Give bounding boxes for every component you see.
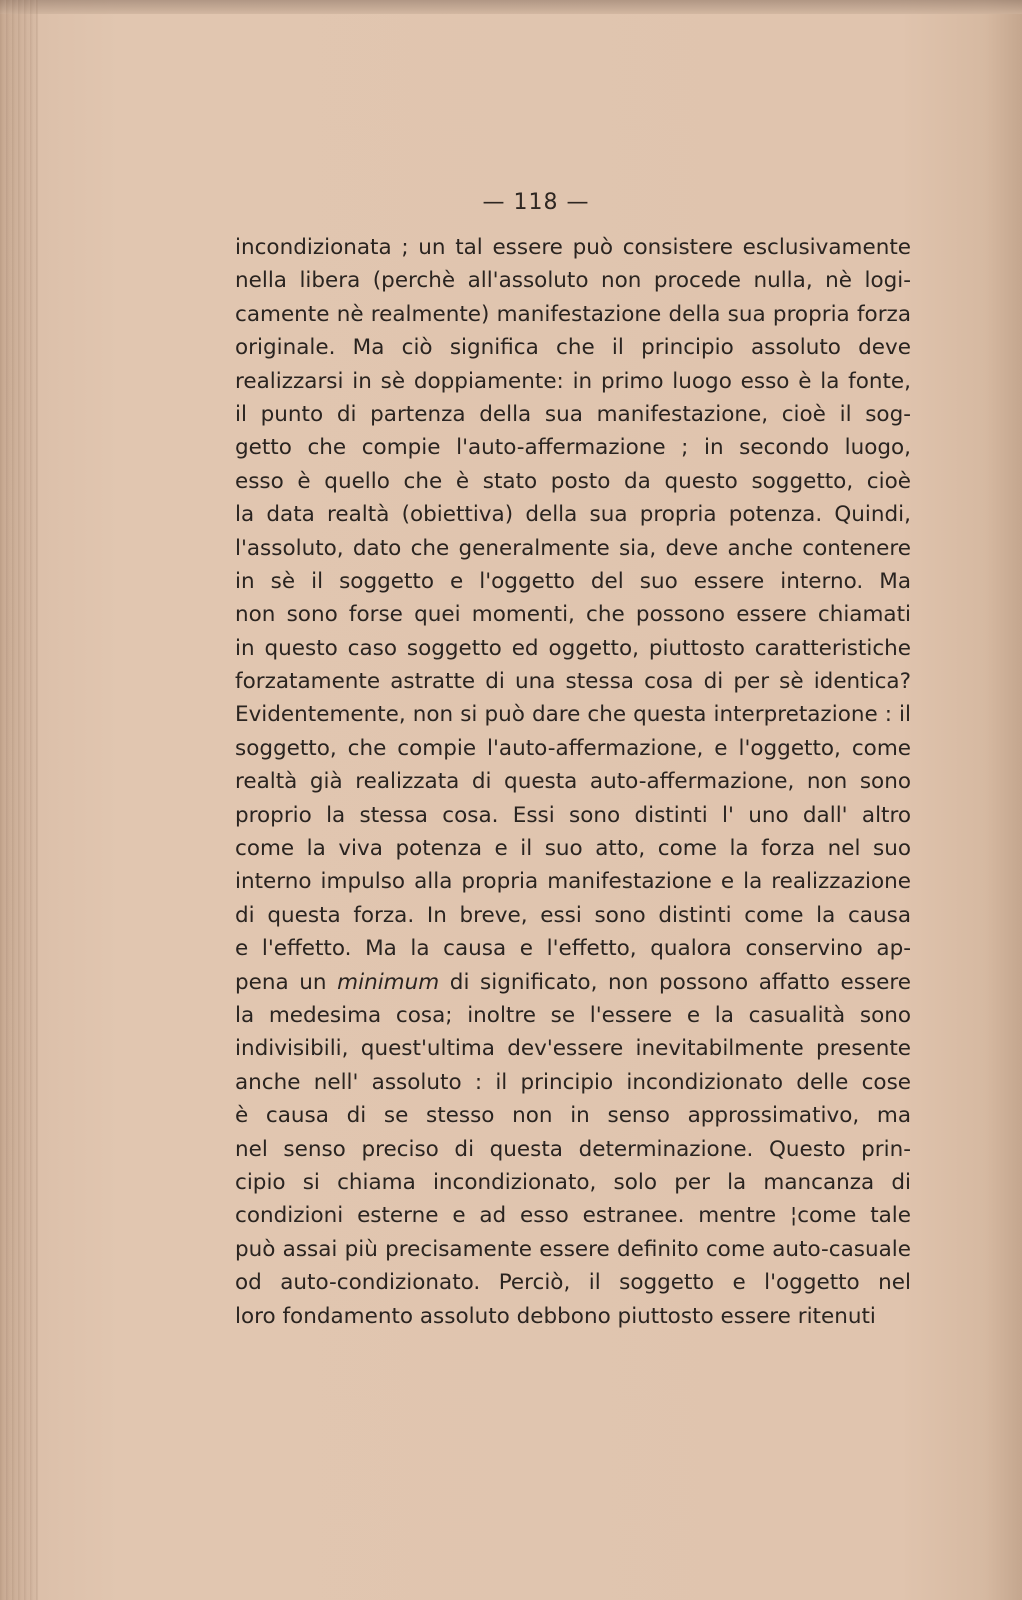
- text-line: il punto di partenza della sua manifestazione, cioè il sog-: [235, 401, 911, 427]
- text-line: in questo caso soggetto ed oggetto, piuttosto caratteristiche: [235, 635, 911, 661]
- text-line: loro fondamento assoluto debbono piuttosto essere ritenuti: [235, 1303, 876, 1329]
- text-line: condizioni esterne e ad esso estranee. mentre ¦come tale: [235, 1203, 911, 1229]
- body-text: [235, 231, 911, 1333]
- text-line: realtà già realizzata di questa auto-affermazione, non sono: [235, 769, 911, 795]
- text-line: non sono forse quei momenti, che possono essere chiamati: [235, 602, 911, 628]
- text-line: anche nell' assoluto : il principio incondizionato delle cose: [235, 1069, 911, 1095]
- text-line: nella libera (perchè all'assoluto non procede nulla, nè logi-: [235, 268, 911, 294]
- text-line: proprio la stessa cosa. Essi sono distinti l' uno dall' altro: [235, 802, 911, 828]
- text-line: nel senso preciso di questa determinazione. Questo prin-: [235, 1136, 911, 1162]
- text-line: come la viva potenza e il suo atto, come la forza nel suo: [235, 836, 911, 862]
- page-number: — 118 —: [482, 190, 590, 215]
- text-line: camente nè realmente) manifestazione della sua propria forza: [235, 301, 911, 327]
- text-line: soggetto, che compie l'auto-affermazione, e l'oggetto, come: [235, 735, 911, 761]
- text-line: e l'effetto. Ma la causa e l'effetto, qualora conservino ap-: [235, 936, 911, 962]
- text-line: può assai più precisamente essere definito come auto-casuale: [235, 1236, 911, 1262]
- text-line: esso è quello che è stato posto da questo soggetto, cioè: [235, 468, 911, 494]
- text-line: od auto-condizionato. Perciò, il soggetto e l'oggetto nel: [235, 1270, 911, 1296]
- text-line: Evidentemente, non si può dare che questa interpretazione : il: [235, 702, 911, 728]
- text-line: è causa di se stesso non in senso approssimativo, ma: [235, 1103, 911, 1129]
- text-line: realizzarsi in sè doppiamente: in primo luogo esso è la fonte,: [235, 368, 911, 394]
- text-line: cipio si chiama incondizionato, solo per la mancanza di: [235, 1169, 911, 1195]
- text-line: pena un minimum di significato, non possono affatto essere: [235, 969, 911, 995]
- text-line: in sè il soggetto e l'oggetto del suo essere interno. Ma: [235, 568, 911, 594]
- text-line: interno impulso alla propria manifestazione e la realizzazione: [235, 869, 911, 895]
- text-line: originale. Ma ciò significa che il principio assoluto deve: [235, 335, 911, 361]
- text-line: la data realtà (obiettiva) della sua propria potenza. Quindi,: [235, 502, 911, 528]
- text-line: getto che compie l'auto-affermazione ; in secondo luogo,: [235, 435, 911, 461]
- italic-term: minimum: [337, 969, 440, 995]
- text-line: l'assoluto, dato che generalmente sia, deve anche contenere: [235, 535, 911, 561]
- text-line: incondizionata ; un tal essere può consistere esclusivamente: [235, 235, 911, 260]
- text-line: forzatamente astratte di una stessa cosa di per sè identica?: [235, 669, 911, 695]
- text-line: di questa forza. In breve, essi sono distinti come la causa: [235, 902, 911, 928]
- text-line: la medesima cosa; inoltre se l'essere e la casualità sono: [235, 1002, 911, 1028]
- text-line: indivisibili, quest'ultima dev'essere inevitabilmente presente: [235, 1036, 911, 1062]
